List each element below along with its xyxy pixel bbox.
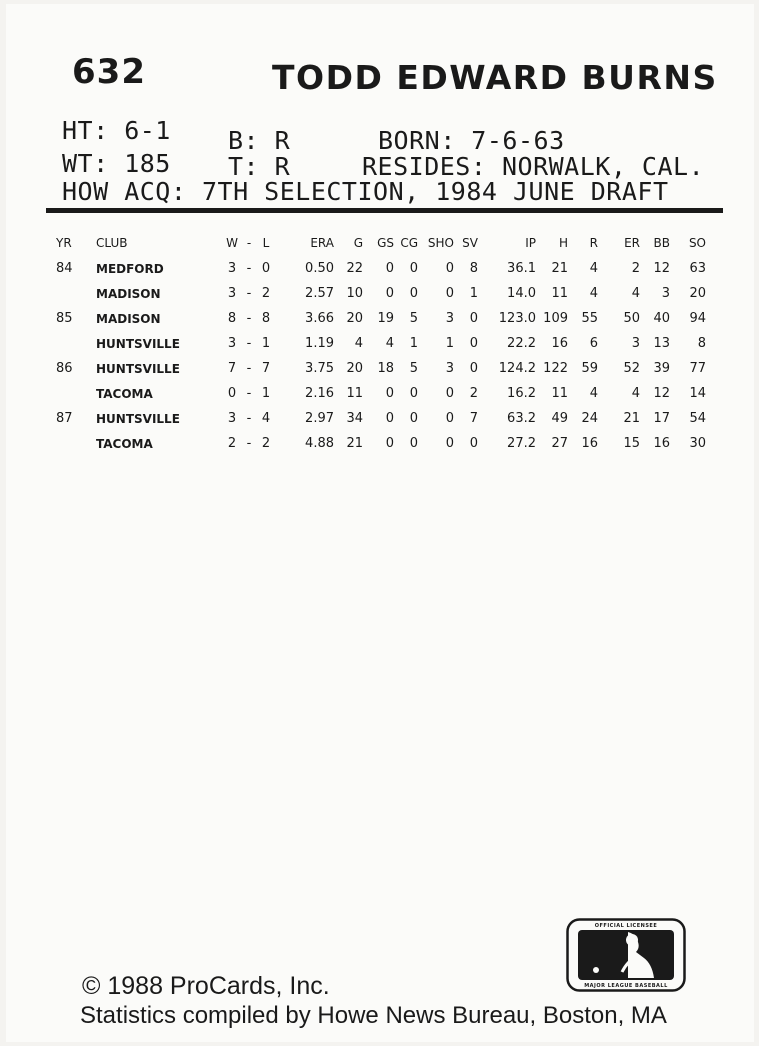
cell-sv: 2 — [469, 386, 478, 401]
cell-r: 16 — [581, 436, 598, 451]
cell-bb: 12 — [653, 261, 670, 276]
cell-l: 2 — [261, 286, 271, 301]
cell-r: 24 — [581, 411, 598, 426]
cell-h: 16 — [551, 336, 568, 351]
cell-l: 8 — [261, 311, 271, 326]
cell-gs: 0 — [385, 386, 394, 401]
cell-g: 34 — [346, 411, 363, 426]
cell-club: TACOMA — [96, 386, 153, 401]
cell-l: 2 — [261, 436, 271, 451]
header-ip: IP — [525, 236, 536, 250]
cell-yr — [56, 281, 96, 306]
cell-l: 7 — [261, 361, 271, 376]
cell-h: 11 — [551, 386, 568, 401]
cell-yr: 85 — [56, 311, 73, 326]
cell-h: 122 — [543, 361, 568, 376]
cell-dash: - — [246, 311, 252, 326]
cell-ip: 36.1 — [507, 261, 536, 276]
cell-h: 49 — [551, 411, 568, 426]
header-so: SO — [688, 236, 706, 250]
cell-w: 2 — [227, 436, 237, 451]
header-sv: SV — [462, 236, 478, 250]
cell-sho: 1 — [445, 336, 454, 351]
cell-yr — [56, 431, 96, 456]
cell-r: 55 — [581, 311, 598, 326]
cell-cg: 0 — [409, 436, 418, 451]
cell-so: 30 — [689, 436, 706, 451]
header-gs: GS — [377, 236, 394, 250]
cell-cg: 5 — [409, 311, 418, 326]
header-bb: BB — [653, 236, 670, 250]
cell-er: 4 — [631, 386, 640, 401]
cell-cg: 0 — [409, 386, 418, 401]
divider-rule — [46, 208, 723, 213]
bats: B: R — [228, 126, 291, 155]
resides: RESIDES: NORWALK, CAL. — [362, 152, 705, 181]
cell-w: 0 — [227, 386, 237, 401]
cell-g: 20 — [346, 361, 363, 376]
cell-so: 54 — [689, 411, 706, 426]
cell-cg: 0 — [409, 261, 418, 276]
cell-bb: 13 — [653, 336, 670, 351]
cell-club: MADISON — [96, 311, 161, 326]
table-row — [56, 431, 706, 456]
cell-sv: 8 — [469, 261, 478, 276]
cell-ip: 14.0 — [507, 286, 536, 301]
cell-dash: - — [246, 386, 252, 401]
cell-er: 4 — [631, 286, 640, 301]
cell-ip: 22.2 — [507, 336, 536, 351]
cell-g: 10 — [346, 286, 363, 301]
table-row — [56, 256, 706, 281]
throws: T: R — [228, 152, 291, 181]
cell-dash: - — [246, 436, 252, 451]
table-row — [56, 281, 706, 306]
header-l: L — [262, 236, 270, 250]
cell-sho: 3 — [445, 361, 454, 376]
cell-bb: 16 — [653, 436, 670, 451]
cell-g: 11 — [346, 386, 363, 401]
cell-r: 4 — [589, 261, 598, 276]
cell-bb: 3 — [661, 286, 670, 301]
cell-sv: 7 — [469, 411, 478, 426]
stats-table — [56, 230, 706, 456]
cell-h: 109 — [543, 311, 568, 326]
cell-w: 3 — [227, 261, 237, 276]
cell-yr: 86 — [56, 361, 73, 376]
table-row — [56, 306, 706, 331]
cell-gs: 19 — [377, 311, 394, 326]
cell-er: 3 — [631, 336, 640, 351]
cell-er: 2 — [631, 261, 640, 276]
cell-er: 15 — [623, 436, 640, 451]
cell-bb: 17 — [653, 411, 670, 426]
table-row — [56, 356, 706, 381]
born: BORN: 7-6-63 — [378, 126, 565, 155]
card-number: 632 — [72, 52, 146, 92]
header-club: CLUB — [96, 236, 128, 250]
cell-sho: 0 — [445, 261, 454, 276]
cell-r: 4 — [589, 286, 598, 301]
cell-ip: 27.2 — [507, 436, 536, 451]
cell-l: 1 — [261, 336, 271, 351]
cell-bb: 12 — [653, 386, 670, 401]
cell-dash: - — [246, 336, 252, 351]
cell-era: 0.50 — [305, 261, 334, 276]
cell-cg: 0 — [409, 286, 418, 301]
cell-w: 3 — [227, 336, 237, 351]
cell-sho: 0 — [445, 411, 454, 426]
copyright-notice: © 1988 ProCards, Inc. — [82, 972, 330, 1000]
header-sho: SHO — [427, 236, 454, 250]
header-er: ER — [624, 236, 640, 250]
cell-ip: 16.2 — [507, 386, 536, 401]
cell-cg: 1 — [409, 336, 418, 351]
how-acquired: HOW ACQ: 7TH SELECTION, 1984 JUNE DRAFT — [62, 177, 669, 206]
cell-g: 20 — [346, 311, 363, 326]
cell-g: 22 — [346, 261, 363, 276]
logo-bottom-text: MAJOR LEAGUE BASEBALL — [584, 983, 668, 989]
cell-club: HUNTSVILLE — [96, 411, 180, 426]
cell-so: 8 — [697, 336, 706, 351]
cell-h: 27 — [551, 436, 568, 451]
cell-gs: 0 — [385, 261, 394, 276]
stats-credit: Statistics compiled by Howe News Bureau, Boston, MA — [80, 1002, 667, 1029]
cell-g: 21 — [346, 436, 363, 451]
cell-sho: 0 — [445, 436, 454, 451]
cell-gs: 4 — [385, 336, 394, 351]
cell-sv: 0 — [469, 311, 478, 326]
cell-yr: 84 — [56, 261, 73, 276]
cell-yr: 87 — [56, 411, 73, 426]
cell-ip: 124.2 — [498, 361, 536, 376]
player-name: TODD EDWARD BURNS — [272, 58, 718, 97]
cell-r: 6 — [589, 336, 598, 351]
cell-gs: 0 — [385, 436, 394, 451]
mlb-licensee-logo — [566, 918, 686, 992]
cell-bb: 40 — [653, 311, 670, 326]
cell-so: 77 — [689, 361, 706, 376]
cell-gs: 18 — [377, 361, 394, 376]
cell-w: 7 — [227, 361, 237, 376]
cell-g: 4 — [354, 336, 363, 351]
cell-era: 4.88 — [305, 436, 334, 451]
cell-cg: 5 — [409, 361, 418, 376]
cell-so: 63 — [689, 261, 706, 276]
height: HT: 6-1 — [62, 116, 171, 145]
cell-w: 8 — [227, 311, 237, 326]
cell-w: 3 — [227, 286, 237, 301]
cell-sho: 0 — [445, 286, 454, 301]
cell-sv: 0 — [469, 336, 478, 351]
cell-w: 3 — [227, 411, 237, 426]
cell-club: HUNTSVILLE — [96, 361, 180, 376]
table-row — [56, 331, 706, 356]
cell-dash: - — [246, 411, 252, 426]
cell-ip: 123.0 — [498, 311, 536, 326]
cell-sho: 3 — [445, 311, 454, 326]
cell-l: 4 — [261, 411, 271, 426]
cell-era: 1.19 — [305, 336, 334, 351]
cell-r: 4 — [589, 386, 598, 401]
header-h: H — [558, 236, 568, 250]
stats-header-row — [56, 230, 706, 256]
cell-era: 3.75 — [305, 361, 334, 376]
cell-club: HUNTSVILLE — [96, 336, 180, 351]
header-dash: - — [246, 236, 252, 250]
cell-bb: 39 — [653, 361, 670, 376]
cell-cg: 0 — [409, 411, 418, 426]
cell-er: 50 — [623, 311, 640, 326]
cell-era: 2.16 — [305, 386, 334, 401]
cell-er: 52 — [623, 361, 640, 376]
cell-er: 21 — [623, 411, 640, 426]
cell-sv: 1 — [469, 286, 478, 301]
cell-era: 3.66 — [305, 311, 334, 326]
cell-sv: 0 — [469, 361, 478, 376]
logo-top-text: OFFICIAL LICENSEE — [594, 923, 658, 929]
weight: WT: 185 — [62, 149, 171, 178]
header-yr: YR — [56, 236, 72, 250]
cell-l: 0 — [261, 261, 271, 276]
header-w: W — [226, 236, 238, 250]
cell-so: 94 — [689, 311, 706, 326]
cell-yr — [56, 331, 96, 356]
cell-dash: - — [246, 261, 252, 276]
cell-r: 59 — [581, 361, 598, 376]
cell-club: MADISON — [96, 286, 161, 301]
cell-gs: 0 — [385, 286, 394, 301]
cell-ip: 63.2 — [507, 411, 536, 426]
header-cg: CG — [400, 236, 418, 250]
cell-gs: 0 — [385, 411, 394, 426]
cell-so: 20 — [689, 286, 706, 301]
cell-era: 2.57 — [305, 286, 334, 301]
table-row — [56, 406, 706, 431]
cell-h: 21 — [551, 261, 568, 276]
cell-club: TACOMA — [96, 436, 153, 451]
cell-so: 14 — [689, 386, 706, 401]
header-era: ERA — [310, 236, 334, 250]
cell-yr — [56, 381, 96, 406]
cell-dash: - — [246, 286, 252, 301]
header-r: R — [589, 236, 598, 250]
cell-sho: 0 — [445, 386, 454, 401]
cell-l: 1 — [261, 386, 271, 401]
cell-club: MEDFORD — [96, 261, 164, 276]
header-g: G — [353, 236, 363, 250]
cell-dash: - — [246, 361, 252, 376]
cell-sv: 0 — [469, 436, 478, 451]
cell-h: 11 — [551, 286, 568, 301]
table-row — [56, 381, 706, 406]
cell-era: 2.97 — [305, 411, 334, 426]
